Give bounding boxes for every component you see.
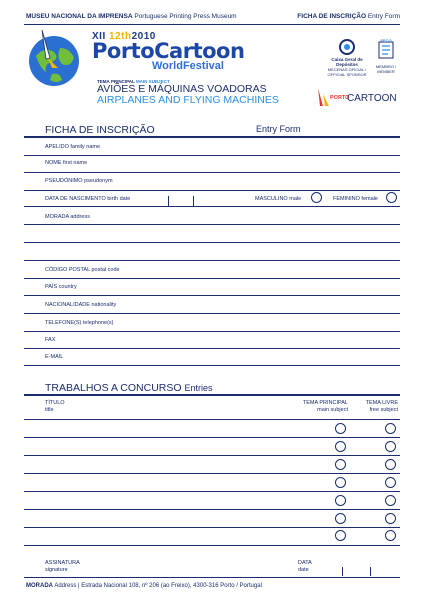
theme-title-pt: AVIÕES E MÁQUINAS VOADORAS xyxy=(97,83,267,95)
cgd-sponsor: Caixa Geral de Depósitos MECENAS OFICIAL / OFFICIAL SPONSOR xyxy=(327,57,367,77)
globe-logo-icon xyxy=(22,28,86,88)
col-main-subject: TEMA PRINCIPAL main subject xyxy=(302,400,348,413)
field-fax: FAX xyxy=(45,337,56,343)
signature-label: ASSINATURA signature xyxy=(45,560,80,573)
field-pais: PAÍS country xyxy=(45,284,77,290)
line-codigo[interactable] xyxy=(24,278,400,279)
line-email[interactable] xyxy=(24,365,400,366)
cartoon-label: CARTOON xyxy=(347,93,397,104)
signature-line[interactable] xyxy=(24,577,400,578)
entry-form-title: FICHA DE INSCRIÇÃO xyxy=(45,124,155,136)
work-2-main-radio[interactable] xyxy=(335,441,346,452)
porto-label: PORTO xyxy=(330,95,350,101)
line-pais[interactable] xyxy=(24,295,400,296)
date-separator-2 xyxy=(193,196,194,206)
line-morada-1[interactable] xyxy=(24,224,400,225)
date-separator-1 xyxy=(168,196,169,206)
work-4-free-radio[interactable] xyxy=(385,477,396,488)
col-title: TÍTULO title xyxy=(45,400,65,413)
field-codigo: CÓDIGO POSTAL postal code xyxy=(45,267,120,273)
work-3-free-radio[interactable] xyxy=(385,459,396,470)
edition-prefix: XII xyxy=(92,31,106,42)
work-6-main-radio[interactable] xyxy=(335,513,346,524)
work-6-free-radio[interactable] xyxy=(385,513,396,524)
festival-name: PortoCartoon xyxy=(92,39,245,63)
work-row-7[interactable] xyxy=(24,545,400,546)
female-radio[interactable] xyxy=(386,192,397,203)
form-label: FICHA DE INSCRIÇÃO Entry Form xyxy=(297,13,400,20)
sig-date-sep-1 xyxy=(342,567,343,576)
work-7-main-radio[interactable] xyxy=(335,530,346,541)
work-4-main-radio[interactable] xyxy=(335,477,346,488)
line-telefone[interactable] xyxy=(24,331,400,332)
line-morada-3[interactable] xyxy=(24,260,400,261)
male-radio[interactable] xyxy=(311,192,322,203)
work-row-1[interactable] xyxy=(24,437,400,438)
feco-role: MEMBRO / MEMBER xyxy=(375,64,397,74)
work-5-free-radio[interactable] xyxy=(385,495,396,506)
line-nascimento[interactable] xyxy=(24,206,400,207)
edition-year: 2010 xyxy=(131,31,156,42)
field-email: E-MAIL xyxy=(45,354,64,360)
work-2-free-radio[interactable] xyxy=(385,441,396,452)
sig-date-sep-2 xyxy=(370,567,371,576)
cgd-logo-icon xyxy=(335,38,359,56)
work-1-free-radio[interactable] xyxy=(385,423,396,434)
org-name: MUSEU NACIONAL DA IMPRENSA Portuguese Printing Press Museum xyxy=(26,13,237,20)
work-row-3[interactable] xyxy=(24,473,400,474)
field-apelido: APELIDO family name xyxy=(45,144,101,150)
works-title: TRABALHOS A CONCURSO Entries xyxy=(45,382,213,394)
work-1-main-radio[interactable] xyxy=(335,423,346,434)
top-bar xyxy=(0,0,424,26)
feco-name: FECO xyxy=(380,38,392,43)
entry-form-title-en: Entry Form xyxy=(256,124,301,134)
edition-highlight: 12th xyxy=(109,31,132,42)
field-nacionalidade: NACIONALIDADE nationality xyxy=(45,302,117,308)
footer-address: MORADA Address | Estrada Nacional 108, nº 206 (ao Freixo), 4300-316 Porto / Portugal xyxy=(26,583,262,589)
line-fax[interactable] xyxy=(24,348,400,349)
line-apelido[interactable] xyxy=(24,155,400,156)
porto-cartoon-logo-icon xyxy=(315,86,331,108)
work-5-main-radio[interactable] xyxy=(335,495,346,506)
line-morada-2[interactable] xyxy=(24,242,400,243)
theme-title-en: AIRPLANES AND FLYING MACHINES xyxy=(97,94,279,106)
line-nome[interactable] xyxy=(24,172,400,173)
gender-male-label: MASCULINO male xyxy=(255,196,302,202)
theme-label-en: MAIN SUBJECT xyxy=(135,79,170,84)
work-row-6[interactable] xyxy=(24,527,400,528)
field-pseudonimo: PSEUDÓNIMO pseudonym xyxy=(45,178,113,184)
top-divider xyxy=(24,24,400,25)
festival-title xyxy=(92,31,244,72)
work-row-4[interactable] xyxy=(24,491,400,492)
works-divider xyxy=(24,394,400,396)
entry-divider xyxy=(24,136,400,138)
main-theme xyxy=(97,79,279,106)
work-row-5[interactable] xyxy=(24,509,400,510)
work-row-top xyxy=(24,419,400,420)
gender-female-label: FEMININO female xyxy=(333,196,378,202)
col-free-subject: TEMA LIVRE free subject xyxy=(365,400,398,413)
line-pseudonimo[interactable] xyxy=(24,190,400,191)
field-nome: NOME first name xyxy=(45,160,88,166)
work-row-2[interactable] xyxy=(24,455,400,456)
theme-label-pt: TEMA PRINCIPAL xyxy=(97,79,135,84)
field-telefone: TELEFONE(S) telephone(s) xyxy=(45,320,114,326)
field-nascimento: DATA DE NASCIMENTO birth date xyxy=(45,196,131,202)
field-morada: MORADA address xyxy=(45,214,90,220)
date-label: DATA date xyxy=(298,560,312,573)
line-nacionalidade[interactable] xyxy=(24,313,400,314)
work-7-free-radio[interactable] xyxy=(385,530,396,541)
festival-subname: WorldFestival xyxy=(152,60,224,72)
work-3-main-radio[interactable] xyxy=(335,459,346,470)
